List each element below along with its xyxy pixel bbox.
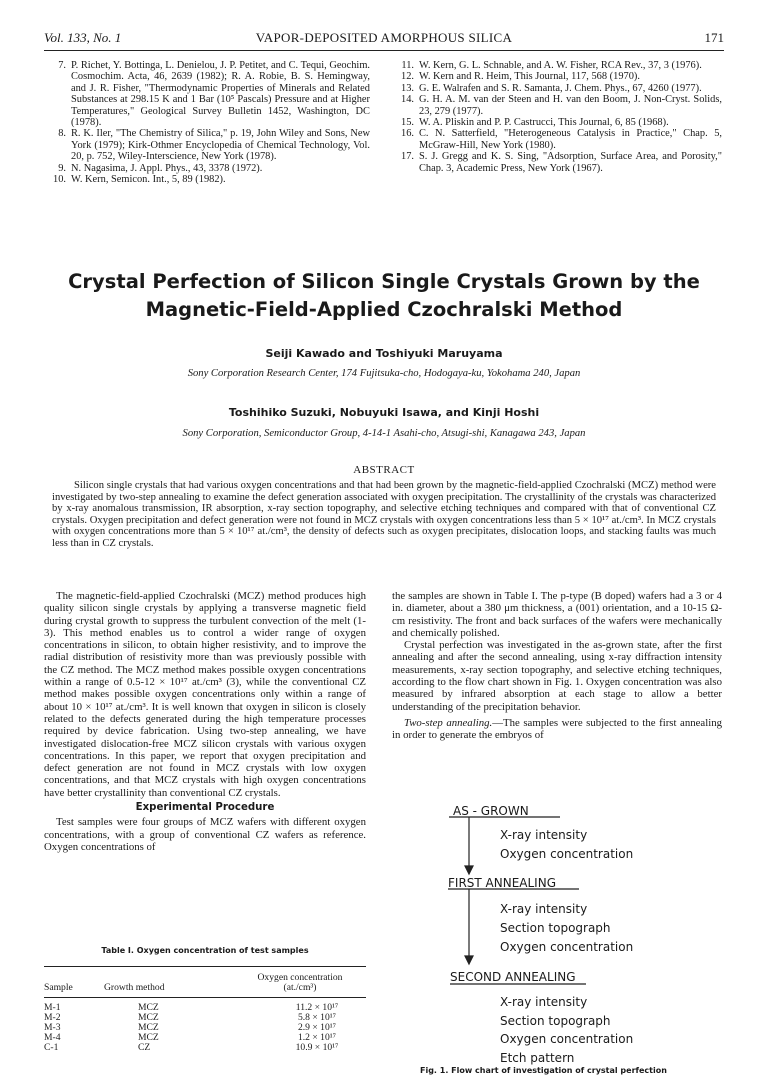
table-body bbox=[44, 1003, 366, 1053]
reference-number: 17. bbox=[401, 151, 414, 163]
flow-stage-as-grown: AS - GROWN bbox=[453, 804, 529, 818]
reference-number: 12. bbox=[401, 71, 414, 83]
table-oxygen bbox=[44, 973, 366, 993]
table-header-rule bbox=[44, 997, 366, 998]
affiliation-2: Sony Corporation, Semiconductor Group, 4-14-1 Asahi-cho, Atsugi-shi, Kanagawa 243, Japan bbox=[182, 428, 586, 439]
reference-number: 7. bbox=[58, 60, 66, 71]
two-step-heading: Two-step annealing. bbox=[404, 716, 493, 729]
authors-group-1: Seiji Kawado and Toshiyuki Maruyama bbox=[265, 347, 503, 360]
reference-item bbox=[392, 94, 722, 117]
flow-item: Etch pattern bbox=[500, 1050, 575, 1065]
reference-text: S. J. Gregg and K. S. Sing, "Adsorption, Surface Area, and Porosity," Chap. 3, Academic Press, New York (1967). bbox=[419, 151, 722, 174]
table-cell-conc: 1.2 × 10¹⁷ bbox=[297, 1032, 336, 1043]
flow-item: Oxygen concentration bbox=[500, 940, 634, 954]
experimental-paragraph: Test samples were four groups of MCZ wafers with different oxygen concentrations, with a group of conventional CZ wafers as reference. Oxygen concentrations of bbox=[44, 816, 366, 853]
header-journal-title: VAPOR-DEPOSITED AMORPHOUS SILICA bbox=[255, 30, 513, 45]
intro-paragraph: The magnetic-field-applied Czochralski (MCZ) method produces high quality silicon single crystals by applying a transverse magnetic field during crystal growth to suppress the turbulent convection of the melt (1-3). This method enables us to control a wider range of oxygen concentrations in silicon, to obtain higher resistivity, and to improve the radial distribution of resistivity more than was previously possible with the CZ method. The MCZ method makes possible oxygen concentrations within a range of 0.5-12 × 10¹⁷ at./cm³ (3), while the conventional CZ method makes possible oxygen concentrations only within a range of about 10 × 10¹⁷ at./cm³. It is well known that oxygen in silicon is closely related to the defects generated during the high temperature processes required by device fabrication. Using two-step annealing, we have investigated dislocation-free MCZ silicon crystals with various oxygen concentrations. In this paper, we report that oxygen precipitation and defect generation are not found in MCZ crystals with low oxygen concentrations, and that MCZ crystals with high oxygen concentrations have better crystallinity than conventional CZ crystals. bbox=[44, 590, 366, 799]
flow-stage-2-items bbox=[500, 900, 633, 957]
flow-item: X-ray intensity bbox=[500, 902, 588, 916]
flow-stage-1-items bbox=[500, 826, 633, 864]
flow-arrow-1 bbox=[465, 866, 473, 874]
table-caption: Table I. Oxygen concentration of test samples bbox=[101, 946, 309, 955]
reference-item bbox=[44, 174, 370, 185]
right-column bbox=[392, 590, 722, 742]
table-cell-conc: 11.2 × 10¹⁷ bbox=[295, 1002, 339, 1013]
flow-stage-first-annealing: FIRST ANNEALING bbox=[448, 876, 556, 890]
table-cell-method: CZ bbox=[138, 1042, 151, 1053]
reference-text: W. Kern and R. Heim, This Journal, 117, 568 (1970). bbox=[419, 71, 640, 83]
reference-item bbox=[44, 128, 370, 162]
table-cell-conc: 5.8 × 10¹⁷ bbox=[297, 1012, 336, 1023]
reference-item bbox=[44, 60, 370, 128]
table-cell-method: MCZ bbox=[138, 1022, 159, 1033]
references-right bbox=[392, 60, 722, 174]
reference-item bbox=[392, 83, 722, 94]
table-row bbox=[44, 1043, 366, 1053]
header-volume: Vol. 133, No. 1 bbox=[44, 30, 122, 45]
section-heading-experimental: Experimental Procedure bbox=[135, 802, 275, 814]
reference-number: 11. bbox=[401, 60, 414, 71]
table-cell-sample: M-4 bbox=[44, 1032, 61, 1043]
reference-item bbox=[392, 71, 722, 82]
reference-item bbox=[392, 151, 722, 174]
reference-number: 10. bbox=[53, 174, 66, 186]
table-cell-conc: 2.9 × 10¹⁷ bbox=[297, 1022, 336, 1033]
reference-number: 15. bbox=[401, 117, 414, 129]
article-title-line2: Magnetic-Field-Applied Czochralski Method bbox=[145, 298, 623, 321]
authors-group-2: Toshihiko Suzuki, Nobuyuki Isawa, and Kinji Hoshi bbox=[228, 406, 540, 419]
table-cell-sample: M-2 bbox=[44, 1012, 61, 1023]
flow-stage-3-items bbox=[500, 993, 633, 1067]
reference-number: 16. bbox=[401, 128, 414, 140]
reference-number: 9. bbox=[58, 162, 66, 174]
flow-item: X-ray intensity bbox=[500, 828, 588, 842]
reference-number: 13. bbox=[401, 82, 414, 94]
table-top-rule bbox=[44, 966, 366, 967]
samples-paragraph: the samples are shown in Table I. The p-type (B doped) wafers had a 3 or 4 in. diameter, about a 380 μm thickness, a (001) orientation, and a 10-15 Ω-cm resistivity. The front and back surfaces of the wafers were mechanically and chemically polished. bbox=[392, 590, 722, 639]
affiliation-1: Sony Corporation Research Center, 174 Fujitsuka-cho, Hodogaya-ku, Yokohama 240, Japan bbox=[187, 368, 581, 379]
table-cell-conc: 10.9 × 10¹⁷ bbox=[295, 1042, 339, 1053]
reference-text: W. A. Pliskin and P. P. Castrucci, This Journal, 6, 85 (1968). bbox=[419, 117, 669, 129]
table-cell-sample: M-1 bbox=[44, 1002, 61, 1013]
references-left bbox=[44, 60, 370, 185]
table-header-units: (at./cm³) bbox=[283, 982, 317, 993]
reference-number: 14. bbox=[401, 94, 414, 106]
flow-item: Section topograph bbox=[500, 1013, 611, 1028]
reference-item bbox=[392, 117, 722, 128]
reference-text: R. K. Iler, "The Chemistry of Silica," p. 19, John Wiley and Sons, New York (1979); Kirk-Othmer Encyclopedia of Chemical Technology, Vol. 20, p. 752, Wiley-Interscience, New York (1978). bbox=[71, 128, 370, 163]
flow-item: Oxygen concentration bbox=[500, 1032, 634, 1046]
flow-item: Section topograph bbox=[500, 921, 611, 935]
reference-text: W. Kern, Semicon. Int., 5, 89 (1982). bbox=[71, 174, 226, 186]
reference-text: G. H. A. M. van der Steen and H. van den Boom, J. Non-Cryst. Solids, 23, 279 (1977). bbox=[419, 94, 722, 117]
left-column bbox=[44, 590, 366, 853]
reference-text: N. Nagasima, J. Appl. Phys., 43, 3378 (1972). bbox=[71, 162, 263, 174]
reference-item bbox=[392, 60, 722, 71]
crystal-perfection-paragraph: Crystal perfection was investigated in the as-grown state, after the first annealing and after the second annealing, using x-ray diffraction intensity measurements, x-ray section topography, and selective etching techniques, according to the flow chart shown in Fig. 1. Oxygen concentration was also measured by infrared absorption at each stage to allow a better understanding of the precipitation behavior. bbox=[392, 639, 722, 713]
table-cell-sample: M-3 bbox=[44, 1022, 61, 1033]
two-step-paragraph bbox=[392, 717, 722, 742]
reference-text: G. E. Walrafen and S. R. Samanta, J. Chem. Phys., 67, 4260 (1977). bbox=[419, 82, 702, 94]
table-cell-method: MCZ bbox=[138, 1002, 159, 1013]
table-header-method: Growth method bbox=[104, 982, 165, 993]
figure-1-caption: Fig. 1. Flow chart of investigation of crystal perfection bbox=[420, 1066, 667, 1075]
flow-item: X-ray intensity bbox=[500, 995, 588, 1009]
article-title-line1: Crystal Perfection of Silicon Single Crystals Grown by the bbox=[68, 270, 700, 293]
abstract-heading: ABSTRACT bbox=[353, 464, 415, 476]
flow-stage-second-annealing: SECOND ANNEALING bbox=[450, 970, 576, 984]
flow-arrow-2 bbox=[465, 956, 473, 964]
abstract-text: Silicon single crystals that had various oxygen concentrations and that had been grown by the magnetic-field-applied Czochralski (MCZ) method were investigated by two-step annealing to examine the defect generation associated with oxygen precipitation. The crystallinity of the crystals was characterized by x-ray anomalous transmission, IR absorption, x-ray section topography, and selective etching techniques and compared with that of conventional CZ crystals. Oxygen precipitation and defect generation were not found in MCZ crystals with oxygen concentrations less than 5 × 10¹⁷ at./cm³. In MCZ crystals with oxygen concentrations more than 5 × 10¹⁷ at./cm³, the density of defects such as oxygen precipitates, dislocation loops, and stacking faults was much less than in CZ crystals. bbox=[52, 480, 716, 549]
reference-item bbox=[392, 128, 722, 151]
flow-item: Oxygen concentration bbox=[500, 847, 634, 861]
table-header-sample: Sample bbox=[44, 982, 73, 993]
two-step-text: —The samples were subjected to the first annealing in order to generate the embryos of bbox=[392, 716, 723, 742]
reference-number: 8. bbox=[58, 128, 66, 140]
reference-text: W. Kern, G. L. Schnable, and A. W. Fisher, RCA Rev., 37, 3 (1976). bbox=[419, 60, 702, 71]
header-page-number: 171 bbox=[704, 30, 724, 45]
reference-item bbox=[44, 163, 370, 174]
header-rule bbox=[44, 50, 724, 51]
reference-text: C. N. Satterfield, "Heterogeneous Catalysis in Practice," Chap. 5, McGraw-Hill, New York (1980). bbox=[419, 128, 722, 151]
reference-text: P. Richet, Y. Bottinga, L. Denielou, J. P. Petitet, and C. Tequi, Geochim. Cosmochim. Acta, 46, 2639 (1982); R. A. Robie, B. S. Hemingway, and J. R. Fisher, "Thermodynamic Properties of Minerals and Related Substances at 298.15 K and 1 Bar (10⁵ Pascals) Pressure and at Higher Temperatures," Geological Survey Bulletin 1452, Washington, DC (1978). bbox=[71, 60, 370, 129]
table-cell-method: MCZ bbox=[138, 1012, 159, 1023]
table-cell-method: MCZ bbox=[138, 1032, 159, 1043]
table-cell-sample: C-1 bbox=[44, 1042, 59, 1053]
table-header-oxygen: Oxygen concentration bbox=[257, 972, 343, 983]
